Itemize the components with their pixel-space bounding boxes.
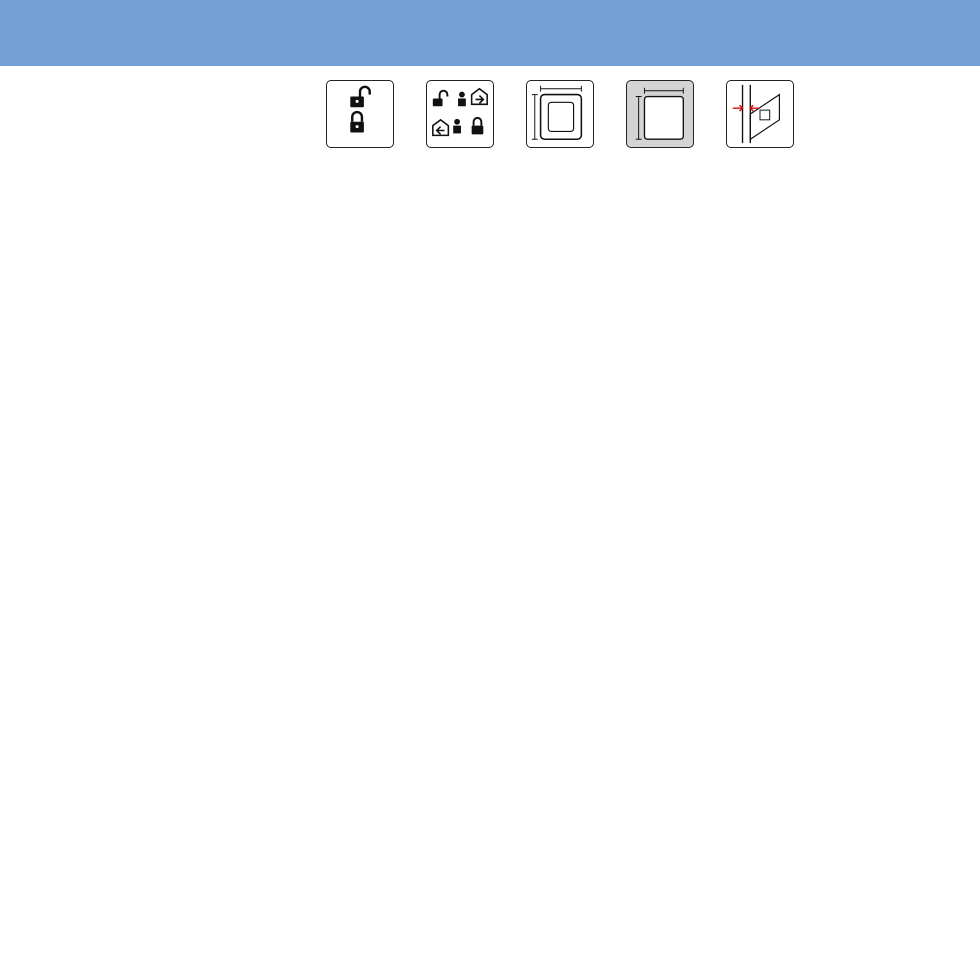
- cut-out-size-icon: [626, 80, 694, 148]
- two-way-lock-icon: [326, 80, 394, 148]
- top-banner: [0, 0, 980, 66]
- footer-adapter-note: [9, 880, 24, 894]
- overall-size-icon: [526, 80, 594, 148]
- footer-kit-list: [9, 880, 24, 894]
- product-comparison-table: [0, 66, 980, 980]
- self-lining-icon: [726, 80, 794, 148]
- four-way-lock-icon: [426, 80, 494, 148]
